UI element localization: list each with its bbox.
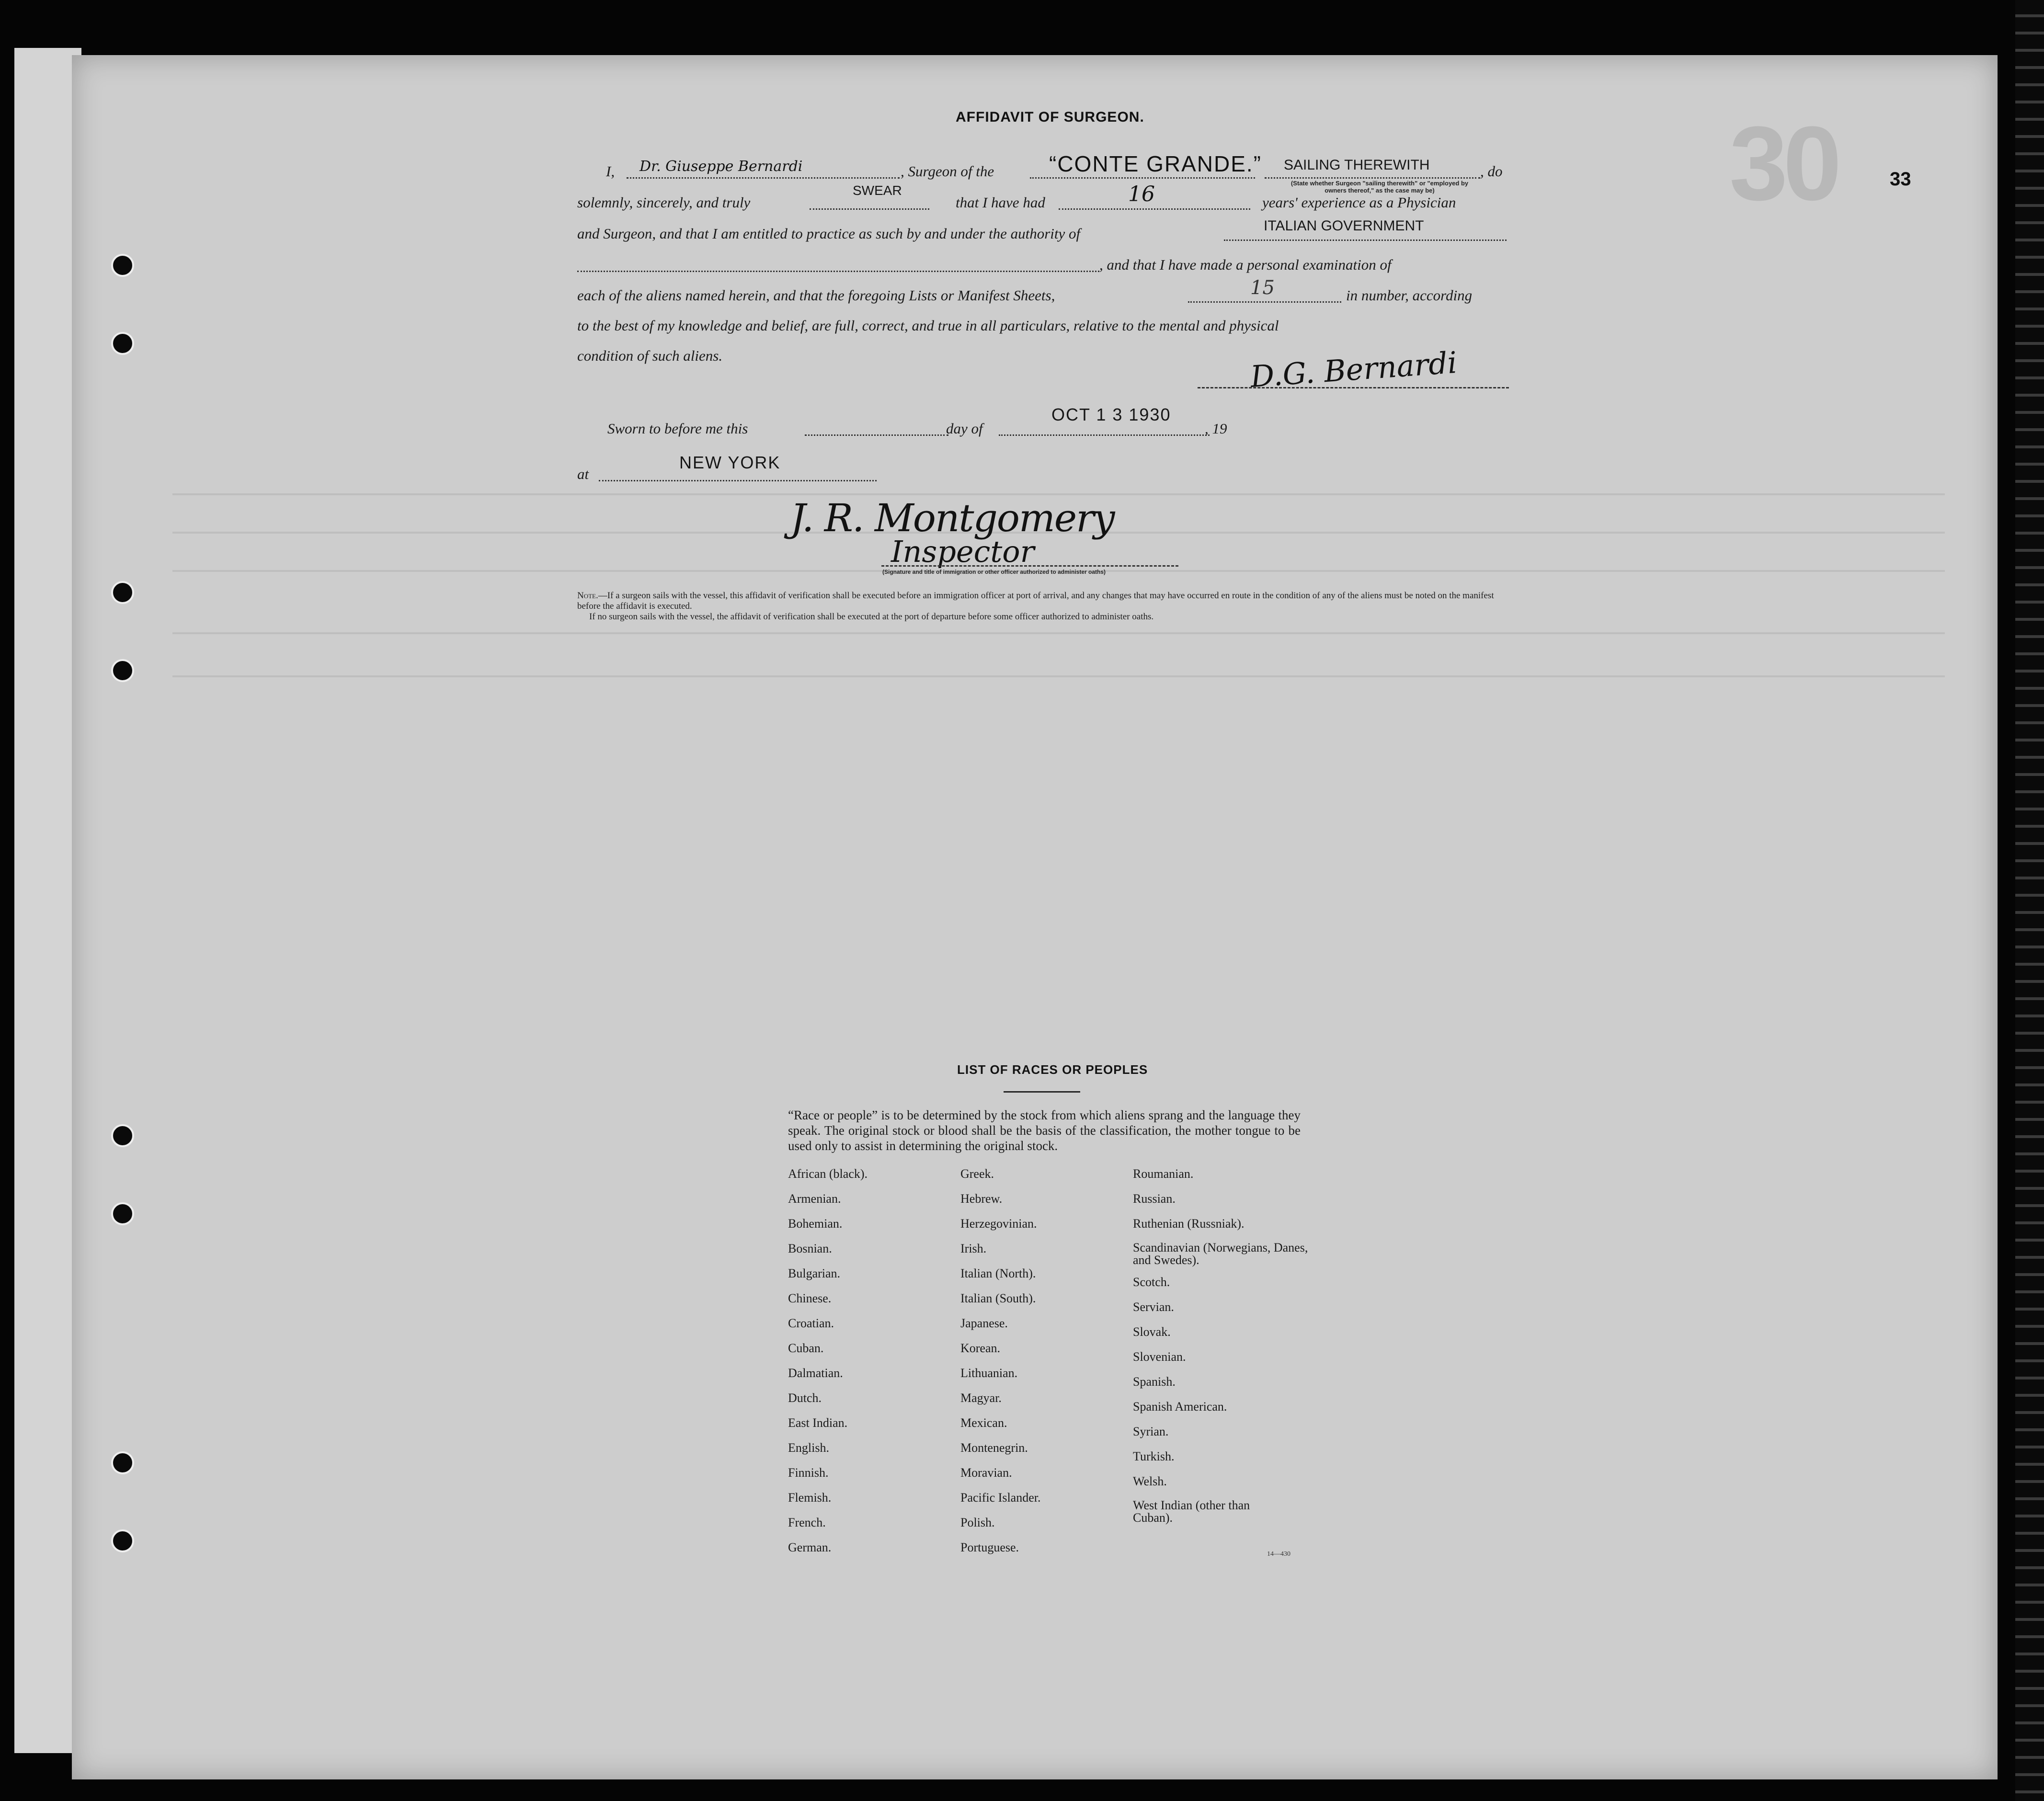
punch-hole: [111, 254, 134, 277]
races-column-3: [1133, 1167, 1315, 1533]
race-item: Flemish.: [788, 1491, 832, 1505]
surgeon-signature: D.G. Bernardi: [1249, 345, 1458, 394]
affidavit-line4: , and that I have made a personal examination of: [1099, 256, 1392, 273]
races-column-1: [788, 1167, 868, 1565]
race-item: Cuban.: [788, 1341, 824, 1355]
race-item: Korean.: [960, 1341, 1001, 1355]
affidavit-line5-prefix: each of the aliens named herein, and that the foregoing Lists or Manifest Sheets,: [577, 287, 1055, 304]
ship-name-line: [1030, 177, 1255, 179]
race-item: Bohemian.: [788, 1217, 843, 1231]
race-item: Croatian.: [788, 1316, 834, 1330]
race-item: Bulgarian.: [788, 1266, 841, 1280]
race-item: Turkish.: [1133, 1449, 1175, 1463]
race-item: Chinese.: [788, 1291, 832, 1305]
race-item: Japanese.: [960, 1316, 1008, 1330]
sailing-note: (State whether Surgeon "sailing therewith" or "employed by owners thereof," as the case may be): [1290, 180, 1469, 194]
race-item: Hebrew.: [960, 1192, 1003, 1206]
race-item: German.: [788, 1540, 832, 1554]
race-item: Pacific Islander.: [960, 1491, 1041, 1505]
authority-continued-line: [577, 271, 1099, 272]
race-item: Italian (South).: [960, 1291, 1036, 1305]
surgeon-signature-line: [1198, 387, 1509, 388]
bleed-through-row: [172, 632, 1945, 634]
affidavit-line1-suffix: , do: [1480, 163, 1503, 180]
race-item: Armenian.: [788, 1192, 841, 1206]
races-intro: “Race or people” is to be determined by the stock from which aliens sprang and the language they speak. The original stock or blood shall be the basis of the classification, the mother tongue to be used only to assist in determining the original stock.: [788, 1108, 1301, 1153]
years-line: [1059, 208, 1250, 210]
race-item: Servian.: [1133, 1300, 1174, 1314]
sworn-prefix: Sworn to before me this: [607, 420, 748, 437]
races-title-rule: [1004, 1091, 1080, 1093]
race-item: Spanish American.: [1133, 1400, 1227, 1413]
sheets-line: [1188, 301, 1341, 303]
affidavit-line2-suffix: years' experience as a Physician: [1262, 194, 1456, 211]
place-value: NEW YORK: [679, 453, 781, 472]
race-item: Scandinavian (Norwegians, Danes, and Swedes).: [1133, 1241, 1308, 1267]
sailing-line: [1265, 177, 1480, 179]
race-item: Greek.: [960, 1167, 994, 1181]
race-item: Slovak.: [1133, 1325, 1171, 1339]
affidavit-line2-mid: that I have had: [956, 194, 1045, 211]
affidavit-line6: to the best of my knowledge and belief, are full, correct, and true in all particulars, relative to the mental and physical: [577, 317, 1279, 334]
page-number: 33: [1890, 169, 1911, 190]
race-item: Magyar.: [960, 1391, 1002, 1405]
race-item: Russian.: [1133, 1192, 1176, 1206]
bleed-through-row: [172, 493, 1945, 495]
officer-signature: J. R. Montgomery: [790, 496, 1114, 540]
officer-caption: (Signature and title of immigration or other officer authorized to administer oaths): [882, 569, 1106, 575]
races-column-2: [960, 1167, 1041, 1565]
race-item: Polish.: [960, 1516, 995, 1529]
race-item: French.: [788, 1516, 826, 1529]
race-item: Irish.: [960, 1242, 987, 1255]
affidavit-note: [577, 591, 1516, 622]
affidavit-line1-mid: , Surgeon of the: [901, 163, 994, 180]
race-item: Finnish.: [788, 1466, 829, 1480]
oath-word: SWEAR: [853, 183, 902, 198]
race-item: Spanish.: [1133, 1375, 1176, 1389]
punch-hole: [111, 1529, 134, 1552]
bleed-through-row: [172, 675, 1945, 677]
sworn-day-label: day of: [946, 420, 983, 437]
place-prefix: at: [577, 466, 589, 482]
race-item: Mexican.: [960, 1416, 1007, 1430]
note-line2: If no surgeon sails with the vessel, the affidavit of verification shall be executed at the port of departure before some officer authorized to administer oaths.: [589, 612, 1154, 622]
race-item: East Indian.: [788, 1416, 848, 1430]
sworn-date-stamp: OCT 1 3 1930: [1051, 405, 1171, 424]
years-value: 16: [1128, 182, 1155, 206]
race-item: Portuguese.: [960, 1540, 1019, 1554]
sailing-status: SAILING THEREWITH: [1284, 157, 1430, 173]
officer-signature-line: [881, 565, 1178, 567]
punch-hole: [111, 332, 134, 355]
race-item: Moravian.: [960, 1466, 1012, 1480]
race-item: Lithuanian.: [960, 1366, 1018, 1380]
punch-hole: [111, 659, 134, 682]
affidavit-title: AFFIDAVIT OF SURGEON.: [956, 109, 1144, 125]
punch-hole: [111, 1451, 134, 1474]
surgeon-name-line: [627, 177, 900, 179]
sworn-month-line: [999, 434, 1210, 436]
surgeon-name: Dr. Giuseppe Bernardi: [639, 158, 803, 175]
punch-hole: [111, 1202, 134, 1225]
officer-title: Inspector: [891, 534, 1035, 569]
affidavit-line3: and Surgeon, and that I am entitled to practice as such by and under the authority of: [577, 225, 1081, 242]
affidavit-line2-prefix: solemnly, sincerely, and truly: [577, 194, 751, 211]
race-item: English.: [788, 1441, 829, 1455]
sworn-day-line: [805, 434, 948, 436]
affidavit-line7: condition of such aliens.: [577, 347, 723, 364]
race-item: Ruthenian (Russniak).: [1133, 1217, 1245, 1231]
authority-value: ITALIAN GOVERNMENT: [1264, 218, 1424, 234]
authority-line: [1224, 239, 1507, 241]
note-line1: —If a surgeon sails with the vessel, this affidavit of verification shall be executed before an immigration officer at port of arrival, and any changes that may have occurred en route in the condition of any of the aliens must be noted on the manifest before the affidavit is executed.: [577, 591, 1494, 611]
sheets-value: 15: [1250, 277, 1275, 299]
punch-hole: [111, 1124, 134, 1147]
race-item: Scotch.: [1133, 1275, 1170, 1289]
race-item: Herzegovinian.: [960, 1217, 1037, 1231]
race-item: Roumanian.: [1133, 1167, 1194, 1181]
affidavit-line1-prefix: I,: [606, 163, 615, 180]
race-item: Slovenian.: [1133, 1350, 1186, 1364]
faded-page-stamp: 30: [1729, 104, 1837, 222]
race-item: African (black).: [788, 1167, 868, 1181]
races-title: LIST OF RACES OR PEOPLES: [957, 1062, 1148, 1077]
form-code: 14—430: [1267, 1550, 1290, 1558]
race-item: Montenegrin.: [960, 1441, 1028, 1455]
place-line: [599, 480, 877, 481]
ship-name: “CONTE GRANDE.”: [1049, 151, 1262, 176]
race-item: Dutch.: [788, 1391, 822, 1405]
race-item: Bosnian.: [788, 1242, 832, 1255]
race-item: West Indian (other than Cuban).: [1133, 1498, 1250, 1525]
binding-edge: [2015, 0, 2044, 1801]
race-item: Syrian.: [1133, 1425, 1169, 1438]
note-label: Note.: [577, 591, 598, 601]
punch-hole: [111, 581, 134, 604]
race-item: Dalmatian.: [788, 1366, 843, 1380]
page-edge-strip: [14, 48, 81, 1753]
oath-line: [810, 208, 929, 210]
affidavit-line5-suffix: in number, according: [1346, 287, 1473, 304]
race-item: Italian (North).: [960, 1266, 1036, 1280]
sworn-year: , 19: [1205, 420, 1227, 437]
race-item: Welsh.: [1133, 1474, 1167, 1488]
